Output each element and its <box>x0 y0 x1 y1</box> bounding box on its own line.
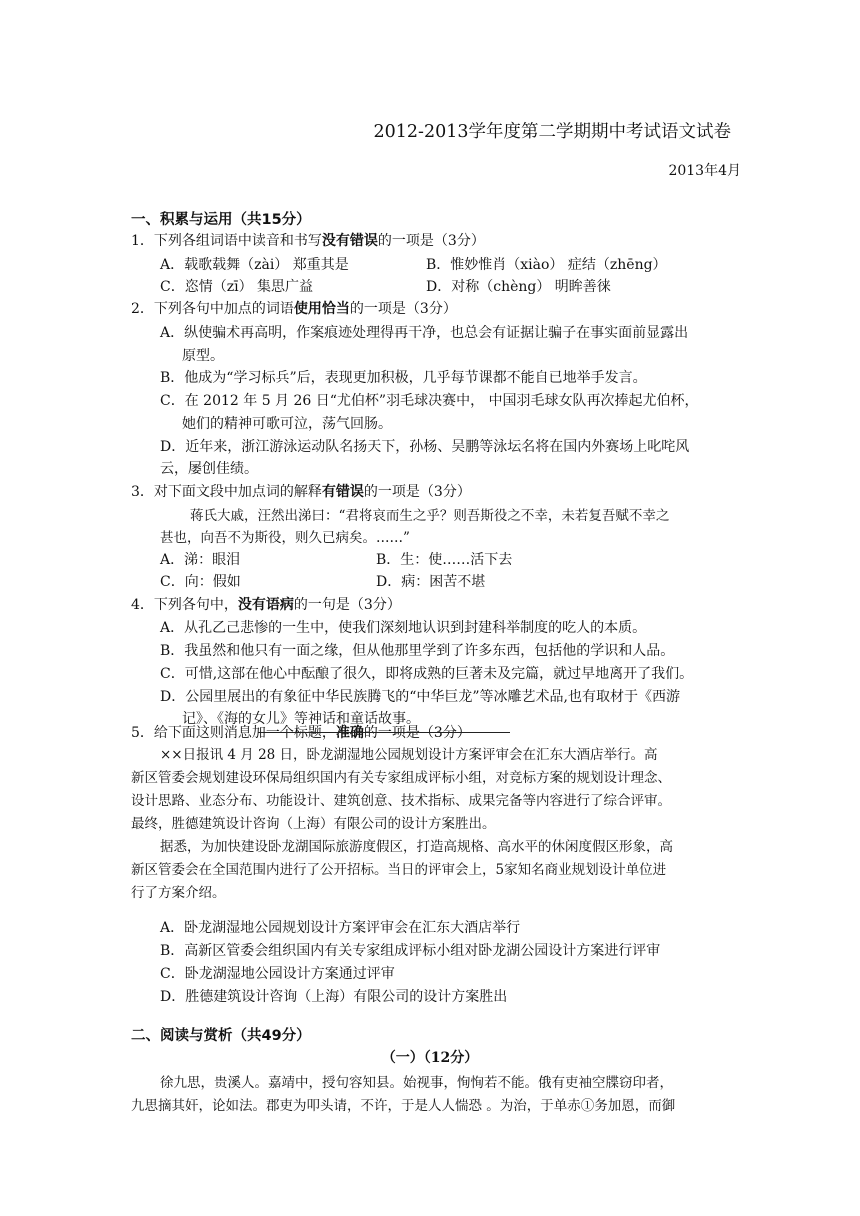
news-line: 行了方案介绍。 <box>131 885 226 901</box>
question-2-option-d: D．近年来，浙江游泳运动队名扬天下，孙杨、吴鹏等泳坛名将在国内外赛场上叱咤风 <box>160 439 690 455</box>
news-line: 新区管委会规划建设环保局组织国内有关专家组成评标小组，对竞标方案的规划设计理念、 <box>131 770 671 786</box>
stem-text: 的一项是（3分） <box>363 484 471 500</box>
exam-date: 2013年4月 <box>668 163 741 179</box>
news-line: 据悉，为加快建设卧龙湖国际旅游度假区，打造高规格、高水平的休闲度假区形象，高 <box>160 839 673 855</box>
question-3-passage-line: 蒋氏大戚，汪然出涕曰：“君将哀而生之乎？则吾斯役之不幸，未若复吾赋不幸之 <box>190 508 670 524</box>
stem-text: 4．下列各句中， <box>131 597 238 613</box>
stem-emphasis: 没有错误 <box>321 233 378 249</box>
question-2-option-c-cont: 她们的精神可歌可泣，荡气回肠。 <box>182 416 392 432</box>
stem-text: 3．对下面文段中加点词的解释 <box>131 484 322 500</box>
question-4-option-b: B．我虽然和他只有一面之缘，但从他那里学到了许多东西，包括他的学识和人品。 <box>160 643 675 659</box>
question-1-option-a: A．载歌载舞（zài） 郑重其是 <box>160 257 349 273</box>
question-1-option-b: B．惟妙惟肖（xiào） 症结（zhēng） <box>426 257 667 273</box>
question-1-option-d: D．对称（chèng） 明眸善徕 <box>426 279 611 295</box>
stem-text: 的一句是（3分） <box>293 597 401 613</box>
question-2-option-a-cont: 原型。 <box>182 348 224 364</box>
question-2-option-a: A．纵使骗术再高明，作案痕迹处理得再干净，也总会有证据让骗子在事实面前显露出 <box>160 325 689 341</box>
question-4-option-c: C．可惜,这部在他心中酝酿了很久，即将成熟的巨著未及完篇，就过早地离开了我们。 <box>160 666 694 682</box>
page-title: 2012-2013学年度第二学期期中考试语文试卷 <box>373 122 731 142</box>
question-5-option-b: B．高新区管委会组织国内有关专家组成评标小组对卧龙湖公园设计方案进行评审 <box>160 943 661 959</box>
question-5-option-a: A．卧龙湖湿地公园规划设计方案评审会在汇东大酒店举行 <box>160 920 521 936</box>
news-line: ××日报讯 4 月 28 日，卧龙湖湿地公园规划设计方案评审会在汇东大酒店举行。高 <box>160 747 658 763</box>
question-4-stem <box>131 594 401 614</box>
reading-passage-line: 徐九思，贵溪人。嘉靖中，授句容知县。始视事，恂恂若不能。俄有吏袖空牒窃印者， <box>160 1075 673 1091</box>
stem-emphasis: 没有语病 <box>237 597 294 613</box>
question-3-stem <box>131 481 471 501</box>
stem-text: 5．给下面这则消息加一个标题， <box>131 725 336 741</box>
question-4-option-d-cont: 记》、《海的女儿》等神话和童话故事。 <box>182 711 420 727</box>
reading-passage-line: 九思摘其奸，论如法。郡吏为叩头请，不许，于是人人惴恐 。为治，于单赤①务加恩，而御 <box>131 1098 676 1114</box>
stem-emphasis: 有错误 <box>321 484 364 500</box>
stem-text: 的一项是（3分） <box>363 725 471 741</box>
question-3-option-d: D．病：困苦不堪 <box>376 574 486 590</box>
question-2-stem <box>131 298 457 318</box>
title-blank-line <box>258 732 510 733</box>
stem-emphasis: 准确 <box>335 725 364 741</box>
section-2-heading: 二、阅读与赏析（共49分） <box>131 1028 311 1044</box>
section-1-heading: 一、积累与运用（共15分） <box>131 212 311 228</box>
question-1-option-c: C．恣情（zī） 集思广益 <box>160 279 314 295</box>
question-3-option-c: C．向：假如 <box>160 574 241 590</box>
stem-text: 的一项是（3分） <box>377 233 485 249</box>
question-3-option-b: B．生：使……活下去 <box>376 552 513 568</box>
news-line: 新区管委会在全国范围内进行了公开招标。当日的评审会上，5家知名商业规划设计单位进 <box>131 862 667 878</box>
stem-text: 的一项是（3分） <box>349 301 457 317</box>
question-4-option-a: A．从孔乙己悲惨的一生中，使我们深刻地认识到封建科举制度的吃人的本质。 <box>160 620 647 636</box>
question-2-option-b: B．他成为“学习标兵”后，表现更加积极，几乎每节课都不能自已地举手发言。 <box>160 370 647 386</box>
question-3-passage-line: 甚也，向吾不为斯役，则久已病矣。……” <box>160 530 410 546</box>
question-3-option-a: A．涕：眼泪 <box>160 552 241 568</box>
question-2-option-d-cont: 云，屡创佳绩。 <box>160 461 258 477</box>
section-2-subheading: （一）（12分） <box>381 1050 479 1066</box>
question-4-option-d: D．公园里展出的有象征中华民族腾飞的“中华巨龙”等冰雕艺术品,也有取材于《西游 <box>160 689 680 705</box>
stem-text: 2．下列各句中加点的词语 <box>131 301 294 317</box>
question-5-option-c: C．卧龙湖湿地公园设计方案通过评审 <box>160 966 395 982</box>
question-5-option-d: D．胜德建筑设计咨询（上海）有限公司的设计方案胜出 <box>160 989 508 1005</box>
question-1-stem <box>131 230 485 250</box>
stem-emphasis: 使用恰当 <box>293 301 350 317</box>
stem-text: 1．下列各组词语中读音和书写 <box>131 233 322 249</box>
question-2-option-c: C．在 2012 年 5 月 26 日“尤伯杯”羽毛球决赛中， 中国羽毛球女队再次捧起尤伯杯， <box>160 393 699 409</box>
news-line: 最终，胜德建筑设计咨询（上海）有限公司的设计方案胜出。 <box>131 816 496 832</box>
news-line: 设计思路、业态分布、功能设计、建筑创意、技术指标、成果完备等内容进行了综合评审。 <box>131 793 671 809</box>
